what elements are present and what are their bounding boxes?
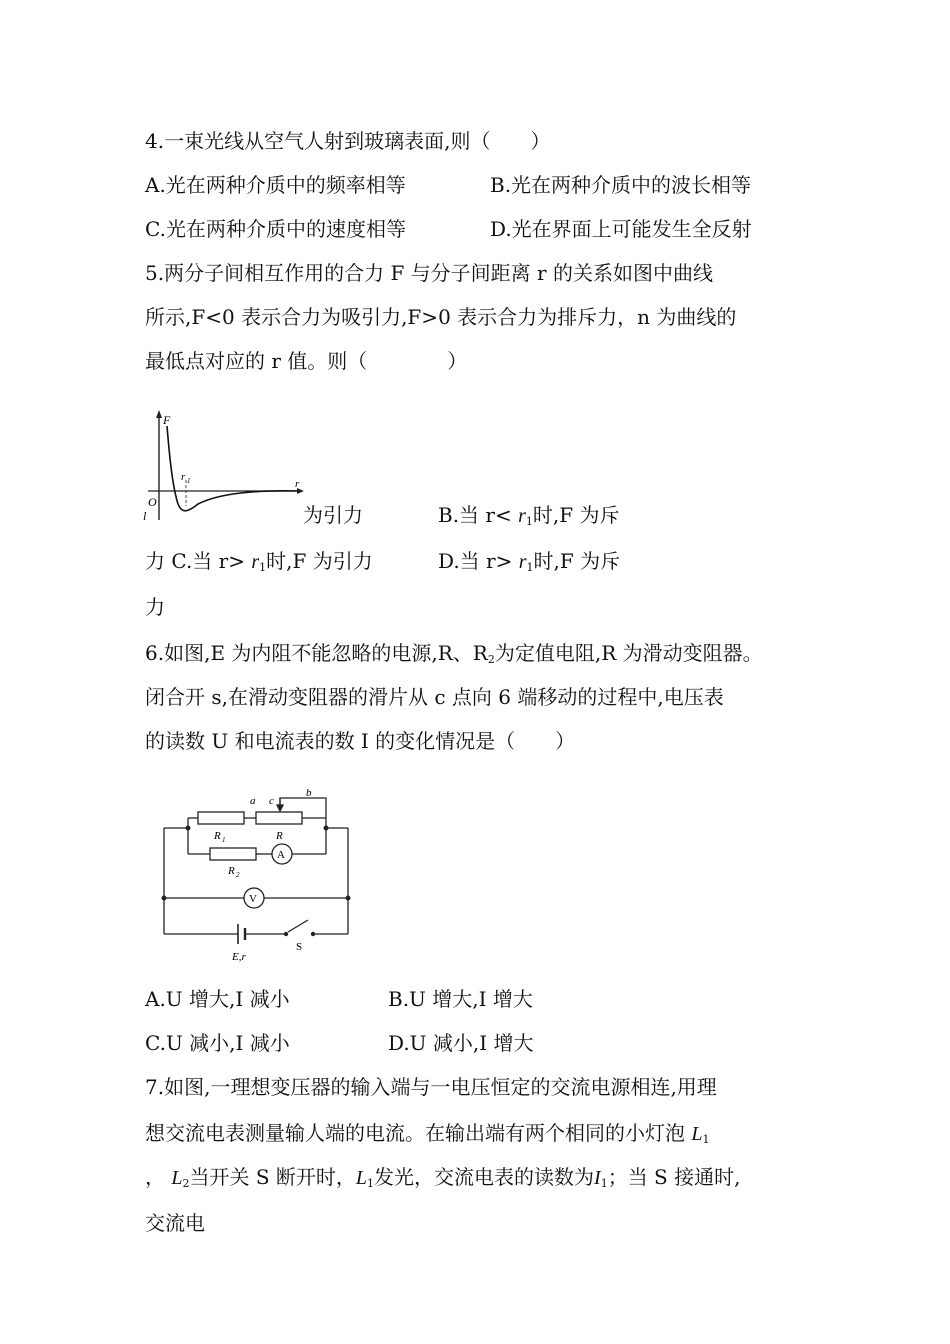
q4-option-d: D.光在界面上可能发生全反射: [490, 217, 752, 241]
q5-option-c-var: r: [251, 551, 260, 573]
ammeter-icon: A: [277, 849, 285, 861]
circuit-label-r1-sub: 1: [222, 836, 226, 844]
circuit-label-b: b: [306, 787, 312, 799]
q7-stem-3-sub3: 1: [600, 1177, 608, 1190]
circuit-label-c: c: [269, 795, 274, 807]
q7-stem-3a: ，: [145, 1165, 165, 1189]
q6-option-b: B.U 增大,I 增大: [388, 987, 533, 1011]
q7-stem-2-sub: 1: [702, 1133, 710, 1146]
q7-stem-3-sub2: 1: [367, 1177, 375, 1190]
q6-stem-1b: 为定值电阻,R 为滑动变阻器。: [494, 641, 763, 665]
graph-label-f: F: [163, 413, 171, 427]
q5-option-c-post: 时,F 为引力: [266, 549, 373, 573]
q6-option-c: C.U 减小,I 减小: [145, 1031, 290, 1055]
circuit-label-source: E,r: [232, 951, 246, 963]
circuit-diagram: [158, 782, 358, 964]
q7-stem-3-var2: L: [355, 1167, 368, 1189]
q7-stem-2a: 想交流电表测量输人端的电流。在输出端有两个相同的小灯泡: [145, 1121, 685, 1145]
q7-stem-line-1: 7.如图,一理想变压器的输入端与一电压恒定的交流电源相连,用理: [145, 1075, 717, 1099]
circuit-label-r1: R: [214, 830, 221, 842]
q7-stem-line-4: 交流电: [145, 1211, 205, 1235]
q5-option-b-post: 时,F 为斥: [532, 503, 620, 527]
circuit-label-r2-sub: 2: [236, 871, 240, 879]
q6-stem-line-1: [145, 640, 763, 673]
q6-option-a: A.U 增大,I 减小: [145, 987, 290, 1011]
graph-label-r1: r: [181, 471, 186, 483]
q4-option-c: C.光在两种介质中的速度相等: [145, 217, 406, 241]
circuit-label-r: R: [276, 830, 283, 842]
voltmeter-icon: V: [249, 893, 257, 905]
q6-option-d: D.U 减小,I 增大: [388, 1031, 534, 1055]
q7-stem-3-var3: I: [594, 1167, 601, 1189]
q5-option-b-sub: 1: [525, 515, 533, 528]
q5-option-d: [438, 548, 620, 581]
q5-stem-line-1: 5.两分子间相互作用的合力 F 与分子间距离 r 的关系如图中曲线: [145, 261, 713, 285]
q5-option-a-tail: 为引力: [303, 503, 363, 527]
q5-stem-line-2: 所示,F<0 表示合力为吸引力,F>0 表示合力为排斥力，n 为曲线的: [145, 305, 737, 329]
q5-option-c: [145, 548, 373, 581]
q7-stem-3d: ；当 S 接通时,: [607, 1165, 741, 1189]
q5-option-c-sub: 1: [259, 561, 267, 574]
q4-option-a: A.光在两种介质中的频率相等: [145, 173, 406, 197]
circuit-label-a: a: [250, 795, 256, 807]
q7-stem-3-sub1: 2: [182, 1177, 190, 1190]
q7-stem-line-3: [145, 1164, 740, 1197]
q5-stem-line-3: 最低点对应的 r 值。则（ ）: [145, 349, 468, 373]
q6-stem-1a: 6.如图,E 为内阻不能忽略的电源,R、R: [145, 641, 488, 665]
q7-stem-line-2: [145, 1120, 709, 1153]
circuit-label-r2: R: [228, 865, 235, 877]
q5-option-d-post: 时,F 为斥: [533, 549, 621, 573]
q5-option-d-var: r: [518, 551, 527, 573]
q6-stem-line-3: 的读数 U 和电流表的数 I 的变化情况是（ ）: [145, 729, 576, 753]
q5-option-b-var: r: [518, 505, 526, 527]
q6-stem-1-sub: 2: [487, 653, 495, 666]
graph-cut-label: l: [143, 509, 147, 523]
graph-label-r: r: [295, 478, 300, 490]
q4-stem: 4.一束光线从空气人射到玻璃表面,则（ ）: [145, 129, 551, 153]
q6-stem-line-2: 闭合开 s,在滑动变阻器的滑片从 c 点向 6 端移动的过程中,电压表: [145, 685, 724, 709]
q5-option-d-continued: 力: [145, 595, 165, 619]
q7-stem-3c: 发光，交流电表的读数为: [374, 1165, 595, 1189]
q5-option-b: [438, 502, 619, 535]
q5-option-d-sub: 1: [526, 561, 534, 574]
graph-label-r1-sub: 1: [187, 477, 191, 485]
q5-option-d-pre: D.当 r>: [438, 549, 513, 573]
q5-option-b-pre: B.当 r<: [438, 503, 512, 527]
circuit-label-switch: S: [296, 941, 303, 953]
q5-option-c-pre: 力 C.当 r>: [145, 549, 245, 573]
q7-stem-3b: 当开关 S 断开时，: [189, 1165, 356, 1189]
q7-stem-2-var: L: [691, 1123, 703, 1145]
q4-option-b: B.光在两种介质中的波长相等: [490, 173, 752, 197]
force-distance-graph: [140, 408, 310, 523]
graph-label-origin: O: [148, 495, 157, 509]
q7-stem-3-var1: L: [171, 1167, 183, 1189]
